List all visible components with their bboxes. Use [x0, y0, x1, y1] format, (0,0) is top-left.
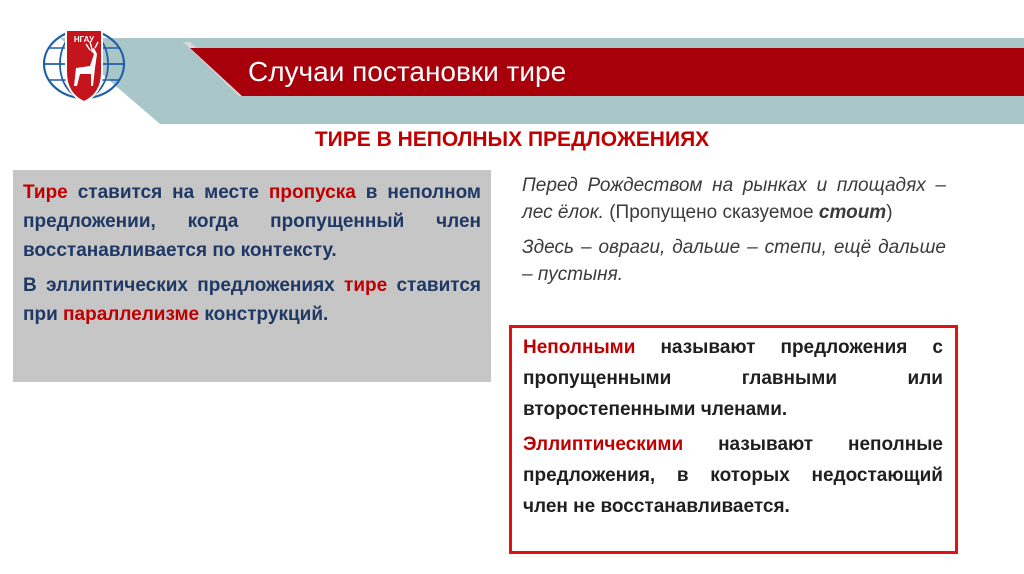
example-omitted-word: стоит	[818, 202, 887, 223]
rule-text: конструкций.	[199, 304, 329, 325]
rule-text: ставится при	[23, 275, 481, 325]
rule-paragraph-incomplete	[23, 178, 481, 265]
definition-text: называют предложения с пропущенными главными или второстепенными членами.	[523, 337, 943, 420]
university-logo	[40, 22, 128, 104]
rule-term-dash: тире	[344, 275, 388, 296]
definition-term: Неполными	[523, 337, 636, 358]
example-note: (Пропущено сказуемое	[603, 202, 819, 223]
rule-text: в неполном предложении, когда пропущенный член восстанавливается по контексту.	[23, 182, 481, 261]
slide-title: Случаи постановки тире	[248, 56, 567, 87]
example-note-close: )	[886, 202, 893, 223]
rule-term-parallelism: параллелизме	[63, 304, 200, 325]
examples-block	[522, 172, 946, 288]
rule-text: В эллиптических предложениях	[23, 275, 345, 296]
definition-text: называют неполные предложения, в которых недостающий член не восстанавливается.	[523, 434, 943, 517]
definition-term: Эллиптическими	[523, 434, 684, 455]
definition-elliptical	[523, 429, 943, 522]
example-1	[522, 172, 946, 226]
rule-term-omission: пропуска	[268, 182, 356, 203]
example-2: Здесь – овраги, дальше – степи, ещё дальше – пустыня.	[522, 237, 946, 285]
logo-text: НГАУ	[73, 35, 95, 44]
rule-term-dash: Тире	[23, 182, 68, 203]
example-sentence: Перед Рождеством на рынках и площадях – лес ёлок.	[522, 175, 946, 223]
rule-box	[13, 170, 491, 382]
definition-incomplete	[523, 332, 943, 425]
rule-text: ставится на месте	[67, 182, 269, 203]
section-heading: ТИРЕ В НЕПОЛНЫХ ПРЕДЛОЖЕНИЯХ	[314, 128, 710, 151]
rule-paragraph-elliptical	[23, 271, 481, 329]
definitions-box	[509, 325, 958, 554]
